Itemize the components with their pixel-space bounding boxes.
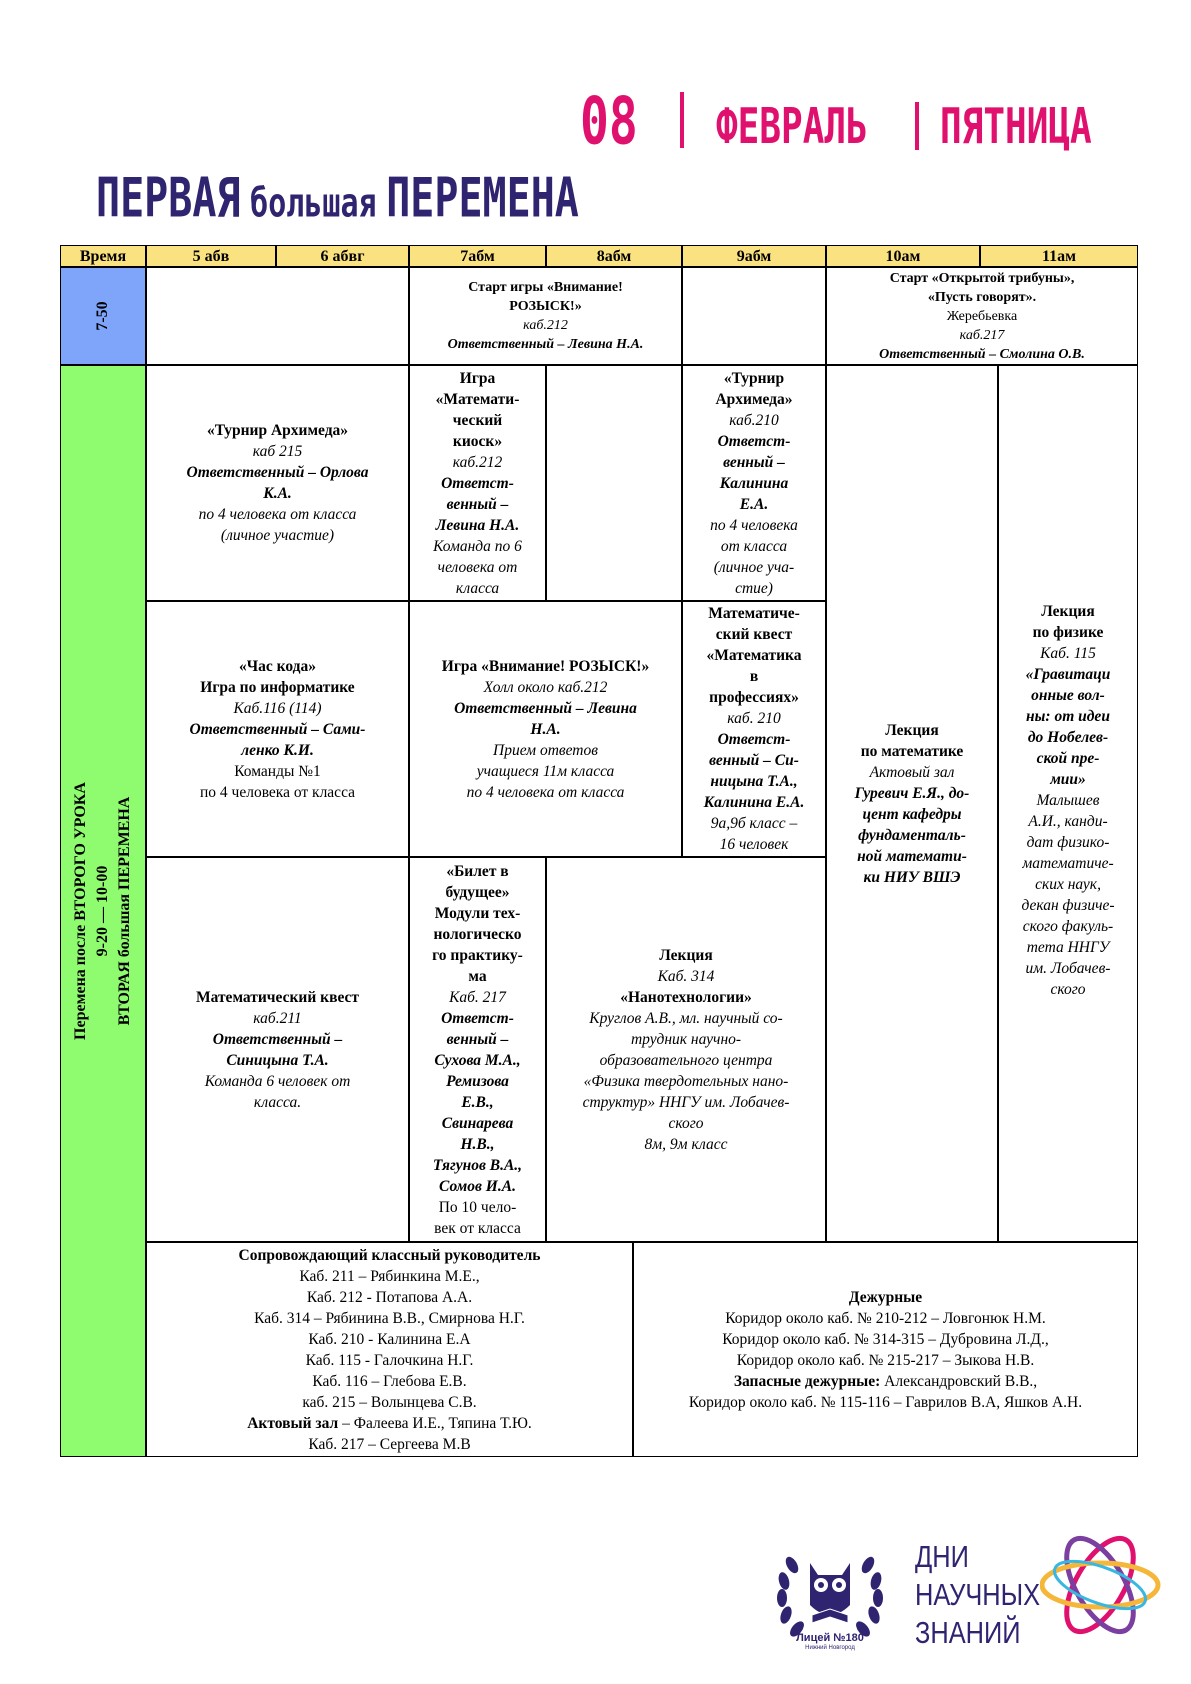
event-cell: «Час кода» Игра по информатике Каб.116 (114) Ответственный – Сами- ленко К.И. Команды №1 по 4 человека от класса <box>146 601 409 857</box>
title-part: ПЕРВАЯ <box>96 168 241 231</box>
event-cell: Лекция Каб. 314 «Нанотехнологии» Круглов А.В., мл. научный со- трудник научно- образовательного центра «Физика твердотельных нано- структур» ННГУ им. Лобачев- ского 8м, 9м класс <box>546 857 826 1242</box>
event-cell: Лекция по физике Каб. 115 «Гравитаци онные вол- ны: от идеи до Нобелев- ской пре- мии» Малышев А.И., канди- дат физико- математиче- ских наук, декан физиче- ского факуль- тета ННГУ им. Лобачев- ского <box>998 365 1138 1242</box>
date-month: ФЕВРАЛЬ <box>716 100 868 156</box>
column-header: 8абм <box>546 245 682 267</box>
column-header: 5 абв <box>146 245 276 267</box>
event-cell: Математический квест каб.211 Ответственный – Синицына Т.А. Команда 6 человек от класса. <box>146 857 409 1242</box>
escort-cell: Сопровождающий классный руководитель Каб. 211 – Рябинкина М.Е., Каб. 212 - Потапова А.А. Каб. 314 – Рябинина В.В., Смирнова Н.Г. Каб. 210 - Калинина Е.А Каб. 115 - Галочкина Н.Г. Каб. 116 – Глебова Е.В. каб. 215 – Волынцева С.В. Актовый зал – Фалеева И.Е., Тяпина Т.Ю. Каб. 217 – Сергеева М.В <box>146 1242 633 1457</box>
event-cell: Игра «Внимание! РОЗЫСК!» Холл около каб.212 Ответственный – Левина Н.А. Прием ответов учащиеся 11м класса по 4 человека от класса <box>409 601 682 857</box>
empty-cell <box>682 267 826 365</box>
time-label: Перемена после ВТОРОГО УРОКА 9-20 — 10-00 ВТОРАЯ большая ПЕРЕМЕНА <box>72 782 133 1040</box>
event-cell: Игра «Математи- ческий киоск» каб.212 Ответст- венный – Левина Н.А. Команда по 6 человека от класса <box>409 365 546 601</box>
event-cell: Старт игры «Внимание! РОЗЫСК!» каб.212 Ответственный – Левина Н.А. <box>409 267 682 365</box>
lyceum-logo-subtitle: Нижний Новгород <box>805 1645 855 1651</box>
column-header: 9абм <box>682 245 826 267</box>
date-day: 08 <box>580 84 638 160</box>
empty-cell <box>546 365 682 601</box>
event-cell: «Турнир Архимеда» каб 215 Ответственный – Орлова К.А. по 4 человека от класса (личное участие) <box>146 365 409 601</box>
column-header: 6 абвг <box>276 245 409 267</box>
column-header: 11ам <box>980 245 1138 267</box>
column-header: 7абм <box>409 245 546 267</box>
time-cell <box>60 267 146 365</box>
date-weekday: ПЯТНИЦА <box>940 100 1092 156</box>
column-header: 10ам <box>826 245 980 267</box>
title-part: ПЕРЕМЕНА <box>386 168 579 231</box>
atom-logo <box>1040 1510 1180 1660</box>
title-part: большая <box>250 180 377 228</box>
time-label: 7-50 <box>94 301 111 331</box>
time-cell <box>60 365 146 1457</box>
event-cell: Математиче- ский квест «Математика в профессиях» каб. 210 Ответст- венный – Си- ницына Т.А., Калинина Е.А. 9а,9б класс – 16 человек <box>682 601 826 857</box>
event-cell: «Турнир Архимеда» каб.210 Ответст- венный – Калинина Е.А. по 4 человека от класса (личное уча- стие) <box>682 365 826 601</box>
days-of-science-logo-text: ДНИ НАУЧНЫХ ЗНАНИЙ <box>915 1539 1041 1650</box>
event-cell: Старт «Открытой трибуны», «Пусть говорят». Жеребьевка каб.217 Ответственный – Смолина О.В. <box>826 267 1138 365</box>
event-cell: Лекция по математике Актовый зал Гуревич Е.Я., до- цент кафедры фундаменталь- ной математи- ки НИУ ВШЭ <box>826 365 998 1242</box>
duty-cell: Дежурные Коридор около каб. № 210-212 – Ловгонюк Н.М. Коридор около каб. № 314-315 – Дубровина Л.Д., Коридор около каб. № 215-217 – Зыкова Н.В. Запасные дежурные: Александровский В.В., Коридор около каб. № 115-116 – Гаврилов В.А, Яшков А.Н. <box>633 1242 1138 1457</box>
empty-cell <box>146 267 409 365</box>
column-header: Время <box>60 245 146 267</box>
event-cell: «Билет в будущее» Модули тех- нологическо го практику- ма Каб. 217 Ответст- венный – Сухова М.А., Ремизова Е.В., Свинарева Н.В., Тягунов В.А., Сомов И.А. По 10 чело- век от класса <box>409 857 546 1242</box>
lyceum-logo-title: Лицей №180 <box>796 1632 864 1644</box>
